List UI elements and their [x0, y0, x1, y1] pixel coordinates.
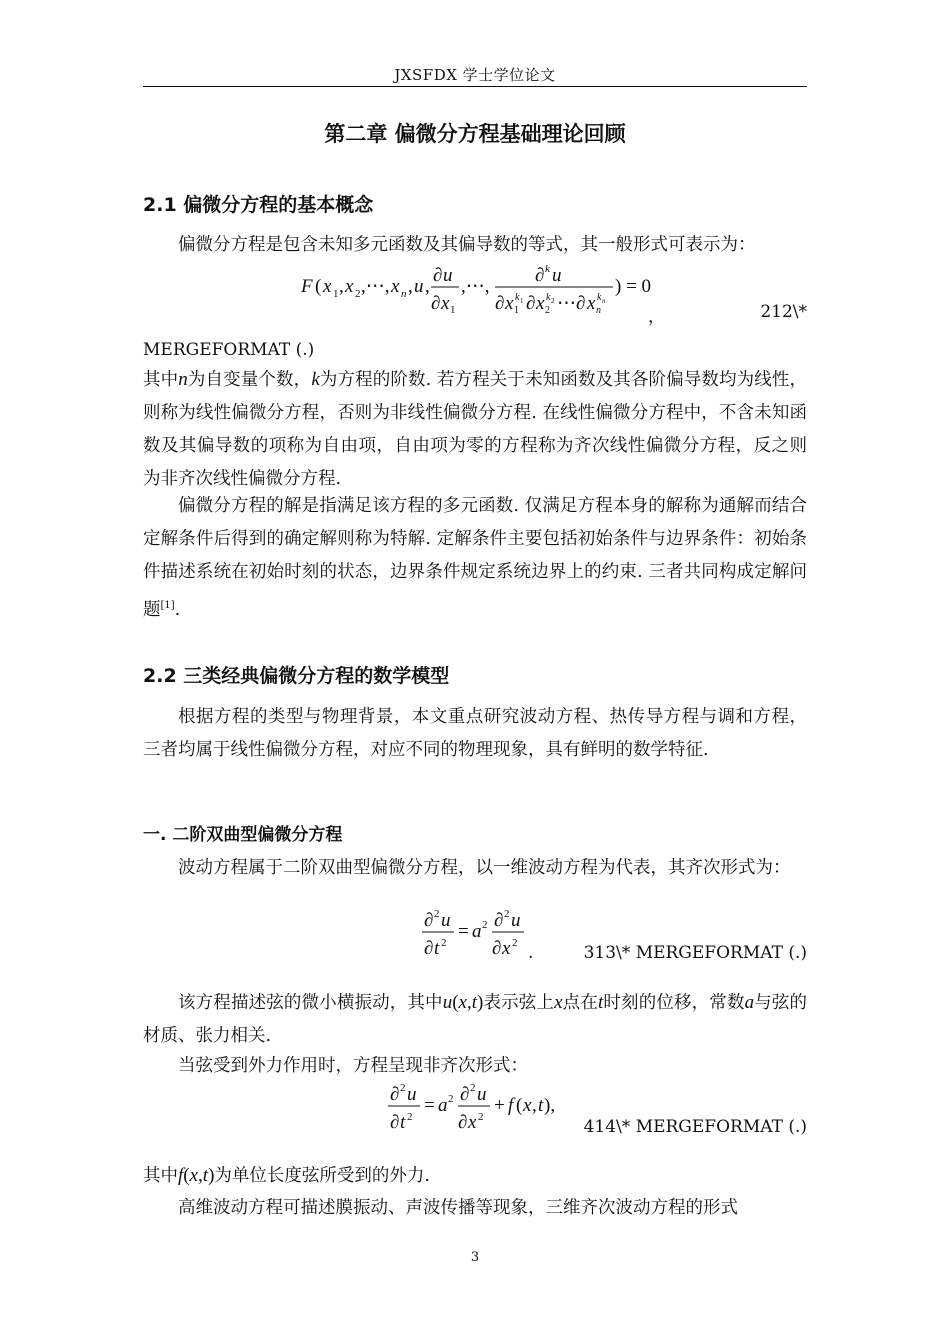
svg-text:u: u — [441, 910, 451, 931]
svg-text:x: x — [536, 293, 545, 314]
section-2-2-heading: 2.2 三类经典偏微分方程的数学模型 — [143, 665, 450, 687]
svg-text:2: 2 — [448, 1093, 454, 1105]
math-u-x-t: u — [442, 992, 453, 1013]
svg-text:x: x — [468, 1112, 477, 1133]
math-k: k — [311, 369, 320, 390]
svg-text:(: ( — [315, 276, 322, 297]
svg-text:2: 2 — [512, 937, 518, 949]
equation-wave-nonhomogeneous — [384, 1080, 569, 1138]
svg-text:x: x — [523, 1095, 532, 1116]
svg-text:a: a — [438, 1095, 448, 1116]
subsection-1-paragraph-1: 波动方程属于二阶双曲型偏微分方程，以一维波动方程为代表，其齐次形式为： — [178, 858, 791, 878]
page-number: 3 — [470, 1250, 480, 1265]
svg-text:1: 1 — [333, 288, 339, 300]
equation-tag-2-1-cont: MERGEFORMAT (.) — [143, 340, 315, 360]
svg-text:⋯∂: ⋯∂ — [557, 293, 586, 314]
equation-wave-homogeneous — [418, 906, 530, 964]
svg-text:2: 2 — [400, 1082, 406, 1094]
svg-text:x: x — [391, 276, 400, 297]
svg-text:u: u — [552, 265, 562, 286]
svg-text:1: 1 — [450, 304, 456, 316]
svg-text:2: 2 — [504, 908, 510, 920]
subsection-1-paragraph-5: 高维波动方程可描述膜振动、声波传播等现象，三维齐次波动方程的形式 — [178, 1198, 738, 1218]
svg-text:2: 2 — [545, 305, 550, 316]
chapter-title: 第二章 偏微分方程基础理论回顾 — [324, 122, 626, 146]
svg-text:u: u — [511, 910, 521, 931]
svg-text:=: = — [424, 1095, 435, 1116]
svg-text:∂: ∂ — [390, 1112, 400, 1133]
math-n: n — [178, 369, 188, 390]
equation-comma: ， — [648, 307, 665, 327]
section-2-1-paragraph-1: 其中n为自变量个数，k为方程的阶数. 若方程关于未知函数及其各阶偏导数均为线性，则称为线性偏微分方程，否则为非线性偏微分方程. 在线性偏微分方程中，不含未知函数及其偏导数的项称为自由项，自由项为零的方程称为齐次线性偏微分方程，反之则为非齐次线性偏微分方程. — [143, 369, 808, 489]
math-x: x — [554, 992, 563, 1013]
svg-text:k: k — [546, 292, 551, 303]
subsection-1-paragraph-2: 该方程描述弦的微小横振动，其中u(x,t)表示弦上x点在t时刻的位移，常数a与弦的材质、张力相关. — [143, 992, 808, 1046]
svg-text:∂: ∂ — [492, 938, 502, 959]
svg-text:k: k — [515, 292, 520, 303]
equation-tag-3: 313\* MERGEFORMAT (.) — [583, 943, 807, 963]
running-header: JXSFDX 学士学位论文 — [394, 66, 556, 84]
math-f-x-t: f — [178, 1165, 184, 1186]
svg-text:n: n — [602, 297, 606, 305]
svg-text:2: 2 — [478, 1111, 484, 1123]
svg-text:x: x — [587, 293, 596, 314]
svg-text:,⋯,: ,⋯, — [361, 276, 390, 297]
math-a: a — [744, 992, 755, 1013]
math-t: t — [597, 992, 604, 1013]
svg-text:k: k — [597, 292, 602, 303]
svg-text:,⋯,: ,⋯, — [461, 276, 490, 297]
svg-text:2: 2 — [407, 1111, 413, 1123]
header-rule — [143, 86, 807, 87]
svg-text:2: 2 — [355, 288, 361, 300]
section-2-1-heading: 2.1 偏微分方程的基本概念 — [143, 194, 374, 216]
svg-text:,: , — [425, 276, 430, 297]
svg-text:2: 2 — [434, 908, 440, 920]
svg-text:∂: ∂ — [460, 1084, 470, 1105]
svg-text:n: n — [596, 305, 601, 316]
svg-text:∂: ∂ — [526, 293, 536, 314]
svg-text:n: n — [401, 288, 407, 300]
equation-3-dot: . — [528, 943, 534, 963]
svg-text:2: 2 — [441, 937, 447, 949]
svg-text:∂: ∂ — [458, 1112, 468, 1133]
svg-text:(: ( — [516, 1095, 523, 1116]
svg-text:2: 2 — [551, 297, 555, 305]
svg-text:x: x — [502, 938, 511, 959]
svg-text:F: F — [301, 276, 313, 297]
svg-text:,: , — [339, 276, 344, 297]
svg-text:∂: ∂ — [494, 910, 504, 931]
svg-text:x: x — [345, 276, 354, 297]
svg-text:f: f — [508, 1095, 514, 1116]
svg-text:1: 1 — [514, 305, 519, 316]
svg-text:2: 2 — [470, 1082, 476, 1094]
svg-text:,: , — [532, 1095, 537, 1116]
equation-tag-4: 414\* MERGEFORMAT (.) — [583, 1117, 807, 1137]
svg-text:u: u — [407, 1084, 417, 1105]
svg-text:x: x — [505, 293, 514, 314]
svg-text:u: u — [477, 1084, 487, 1105]
svg-text:),: ), — [544, 1095, 556, 1116]
section-2-2-paragraph-1: 根据方程的类型与物理背景，本文重点研究波动方程、热传导方程与调和方程，三者均属于线性偏微分方程，对应不同的物理现象，具有鲜明的数学特征. — [143, 707, 807, 760]
subsection-1-paragraph-3: 当弦受到外力作用时，方程呈现非齐次形式： — [178, 1056, 528, 1076]
citation-1[interactable]: [1] — [160, 600, 175, 611]
svg-text:∂: ∂ — [495, 293, 505, 314]
svg-text:) = 0: ) = 0 — [615, 276, 652, 297]
svg-text:∂: ∂ — [424, 910, 434, 931]
svg-text:t: t — [538, 1095, 544, 1116]
svg-text:u: u — [414, 276, 424, 297]
svg-text:∂: ∂ — [390, 1084, 400, 1105]
svg-text:t: t — [434, 938, 440, 959]
svg-text:=: = — [458, 921, 469, 942]
svg-text:x: x — [441, 293, 450, 314]
svg-text:t: t — [400, 1112, 406, 1133]
subsection-1-paragraph-4: 其中f(x,t)为单位长度弦所受到的外力. — [143, 1165, 430, 1186]
svg-text:∂: ∂ — [431, 293, 441, 314]
svg-text:2: 2 — [482, 919, 488, 931]
svg-text:∂: ∂ — [535, 265, 545, 286]
svg-text:x: x — [323, 276, 332, 297]
svg-text:a: a — [472, 921, 482, 942]
section-2-1-paragraph-2: 偏微分方程的解是指满足该方程的多元函数. 仅满足方程本身的解称为通解而结合定解条件后得到的确定解则称为特解. 定解条件主要包括初始条件与边界条件：初始条件描述系统在初始时刻的状态，边界条件规定系统边界上的约束. 三者共同构成定解问题[1]. — [143, 496, 807, 620]
svg-text:∂: ∂ — [424, 938, 434, 959]
svg-text:1: 1 — [520, 297, 524, 305]
svg-text:u: u — [443, 265, 453, 286]
svg-text:+: + — [494, 1095, 505, 1116]
svg-text:∂: ∂ — [433, 265, 443, 286]
equation-tag-2-1: 212\* — [760, 302, 807, 322]
subsection-1-heading: 一. 二阶双曲型偏微分方程 — [143, 825, 343, 845]
svg-text:,: , — [408, 276, 413, 297]
svg-text:k: k — [545, 263, 550, 275]
section-2-1-intro: 偏微分方程是包含未知多元函数及其偏导数的等式，其一般形式可表示为： — [178, 235, 756, 255]
